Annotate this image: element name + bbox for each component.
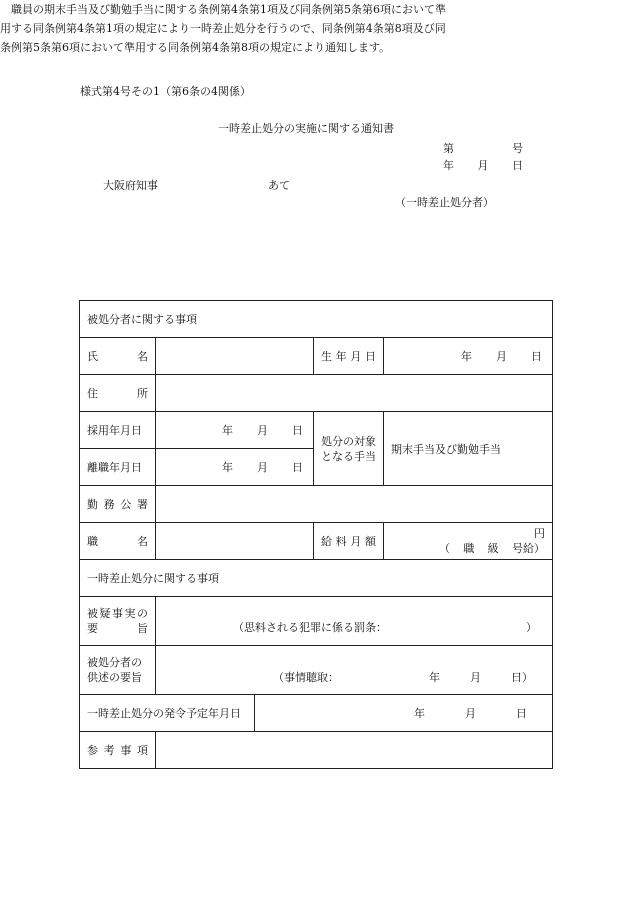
label-issue-date: 一時差止処分の発令予定年月日 (80, 695, 255, 732)
label-hire-date: 採用年月日 (80, 412, 156, 449)
label-remarks: 参 考 事 項 (80, 732, 156, 769)
label-suspicion: 被 疑 事 実 の 要 旨 (80, 597, 156, 646)
field-allowance: 期末手当及び勤勉手当 (384, 412, 553, 486)
label-office: 勤 務 公 署 (80, 486, 156, 523)
label-job: 職 名 (80, 523, 156, 560)
field-suspicion[interactable]: （思料される犯罪に係る罰条： ） (156, 597, 553, 646)
field-office[interactable] (156, 486, 553, 523)
field-issue-date[interactable]: 年 月 日 (255, 695, 553, 732)
form-label: 様式第4号その1（第6条の4関係） (80, 85, 251, 98)
document-title: 一時差止処分の実施に関する通知書 (218, 122, 394, 135)
field-birthdate[interactable]: 年 月 日 (384, 338, 553, 375)
section-header-suspension: 一時差止処分に関する事項 (80, 560, 553, 597)
section-header-subject: 被処分者に関する事項 (80, 301, 553, 338)
field-salary[interactable]: 円 （ 職 級 号給） (384, 523, 553, 560)
label-retire-date: 離職年月日 (80, 449, 156, 486)
body-text (0, 0, 474, 57)
addressee-honorific: あて (268, 179, 290, 192)
label-address: 住 所 (80, 375, 156, 412)
label-allowance: 処分の対象 となる手当 (314, 412, 384, 486)
label-statement: 被処分者の 供述の要旨 (80, 646, 156, 695)
field-name[interactable] (156, 338, 314, 375)
addressee: 大阪府知事 (103, 179, 158, 192)
label-name: 氏 名 (80, 338, 156, 375)
field-hire-date[interactable]: 年 月 日 (156, 412, 314, 449)
field-statement[interactable]: （事情聴取： 年 月 日） (156, 646, 553, 695)
field-remarks[interactable] (156, 732, 553, 769)
body-line: 条例第5条第6項において準用する同条例第4条第8項の規定により通知します。 (0, 41, 391, 54)
document-date: 年 月 日 (443, 159, 523, 172)
field-retire-date[interactable]: 年 月 日 (156, 449, 314, 486)
label-birthdate: 生 年 月 日 (314, 338, 384, 375)
notice-form-table (79, 300, 553, 769)
label-salary: 給 料 月 額 (314, 523, 384, 560)
suspender-label: （一時差止処分者） (395, 196, 494, 209)
field-job[interactable] (156, 523, 314, 560)
document-number: 第 号 (443, 142, 523, 155)
field-address[interactable] (156, 375, 553, 412)
body-line: 用する同条例第4条第1項の規定により一時差止処分を行うので、同条例第4条第8項及び同 (0, 22, 446, 35)
body-line: 職員の期末手当及び勤勉手当に関する条例第4条第1項及び同条例第5条第6項において準 (0, 3, 446, 16)
